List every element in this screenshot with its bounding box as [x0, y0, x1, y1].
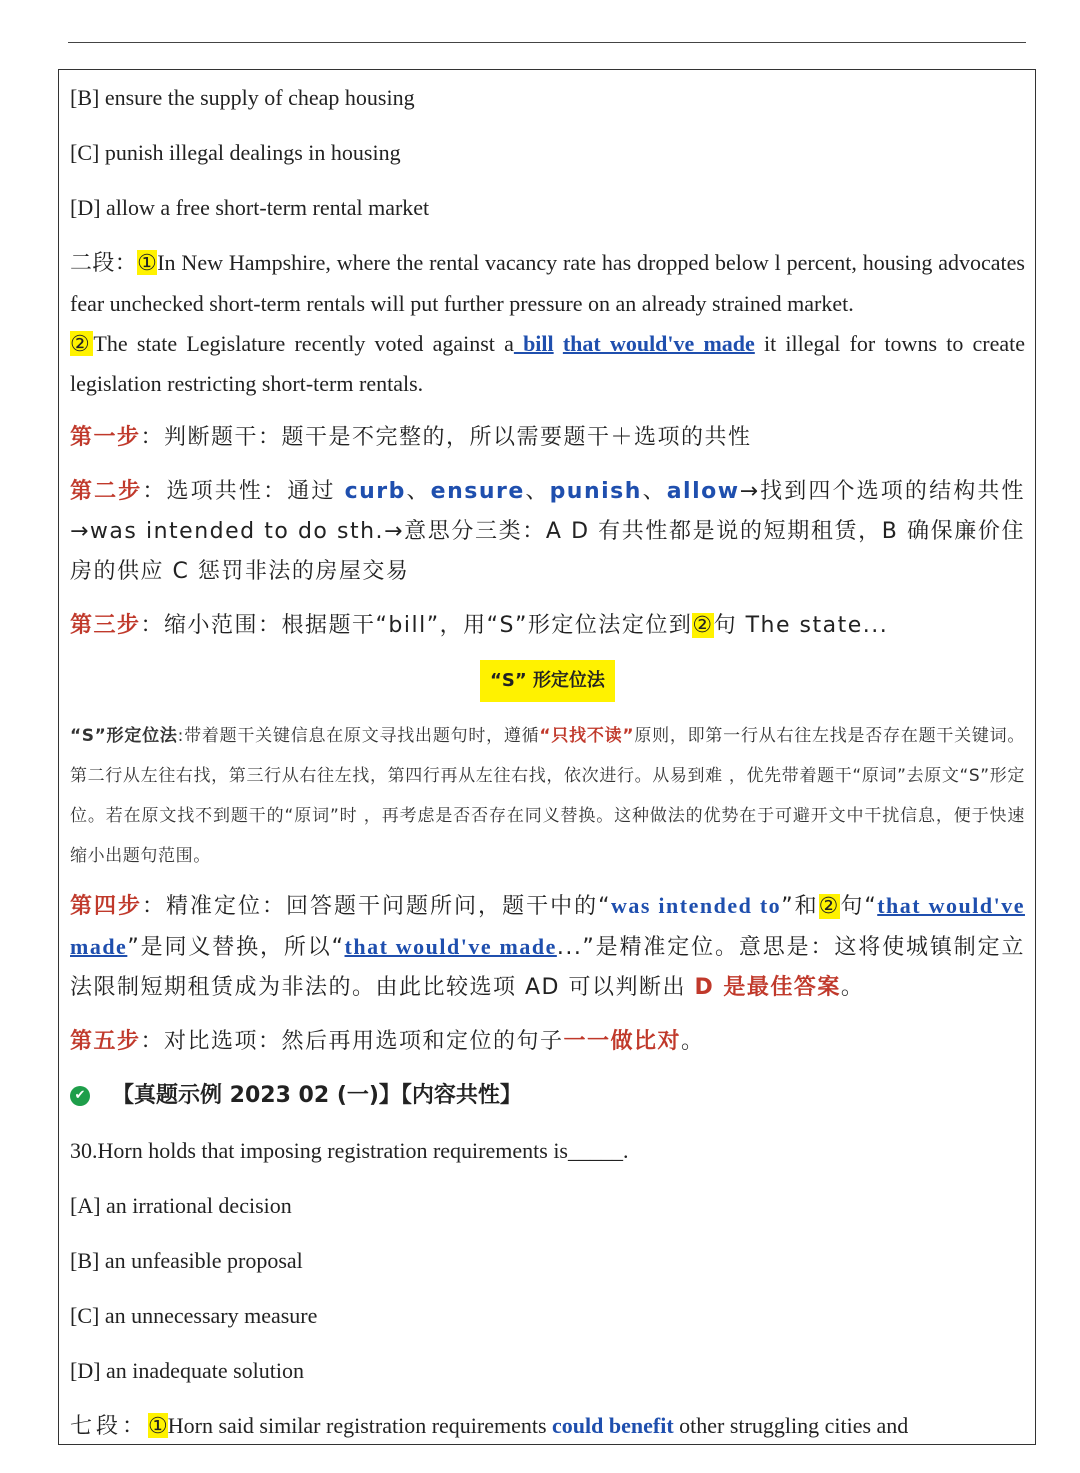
marker-2-step4: ② [818, 894, 841, 919]
method-lead: “S”形定位法 [70, 726, 178, 746]
method-rule: “只找不读” [539, 726, 635, 746]
question-30: 30.Horn holds that imposing registration requirements is_____. [70, 1138, 629, 1163]
marker-2: ② [70, 331, 94, 356]
marker-1-para7: ① [148, 1413, 168, 1438]
content-frame [58, 69, 1036, 1445]
keyword-that-would-have-made: that would've made [562, 331, 755, 356]
para2-label: 二段： [70, 251, 138, 276]
step-five-emphasis: 一一做比对 [563, 1029, 682, 1054]
marker-2-ref: ② [692, 613, 714, 638]
option-b-new: [B] an unfeasible proposal [70, 1248, 303, 1273]
keyword-could-benefit: could benefit [552, 1413, 674, 1438]
method-title-box [70, 660, 1025, 702]
example-header [70, 1076, 1025, 1116]
keyword-bill: bill [513, 331, 554, 356]
keyword-was-intended-to: was intended to [610, 893, 782, 918]
step-one: 第一步：判断题干：题干是不完整的，所以需要题干＋选项的共性 [70, 425, 752, 450]
answer-text: D 是最佳答案 [694, 975, 841, 1000]
step-four: 第四步：精准定位：回答题干问题所问，题干中的“was intended to”和②句“that would've made”是同义替换，所以“that would've made...”是精准定位。意思是：这将使城镇制定立法限制短期租赁成为非法的。由此比较选项 AD 可以判断出 D 是最佳答案。 [70, 893, 1026, 1000]
method-explanation: “S”形定位法:带着题干关键信息在原文寻找出题句时，遵循“只找不读”原则，即第一行从右往左找是否存在题干关键词。第二行从左往右找，第三行从右往左找，第四行再从左往右找，依次进行。从易到难 ，优先带着题干“原词”去原文“S”形定位。若在原文找不到题干的“原词”时 ，再考虑是否否存在同义替换。这种做法的优势在于可避开文中干扰信息，便于快速缩小出题句范围。 [70, 726, 1026, 866]
para2-sentence-2a: The state Legislature recently voted against a [93, 331, 514, 356]
option-d-prev: [D] allow a free short-term rental market [70, 195, 430, 220]
para2-sentence-1: In New Hampshire, where the rental vacancy rate has dropped below l percent, housing advocates fear unchecked short-term rentals will put further pressure on an already strained market. [70, 250, 1025, 316]
example-header-text: 【真题示例 2023 02 (一)】【内容共性】 [112, 1083, 522, 1108]
keyword-allow: allow [666, 479, 740, 504]
option-d-new: [D] an inadequate solution [70, 1358, 304, 1383]
step-two: 第二步：选项共性：通过 curb、ensure、punish、allow→找到四个选项的结构共性→was intended to do sth.→意思分三类：A D 有共性都是说的短期租赁，B 确保廉价住房的供应 C 惩罚非法的房屋交易 [70, 479, 1025, 584]
paragraph-seven: 七段：①Horn said similar registration requirements could benefit other struggling cities and [70, 1413, 909, 1439]
option-a-new: [A] an irrational decision [70, 1193, 292, 1218]
option-c-new: [C] an unnecessary measure [70, 1303, 318, 1328]
method-title: “S” 形定位法 [480, 660, 615, 702]
step-one-label: 第一步 [70, 425, 141, 450]
keyword-punish: punish [549, 479, 642, 504]
step-five: 第五步：对比选项：然后再用选项和定位的句子一一做比对。 [70, 1029, 705, 1054]
keyword-curb: curb [344, 479, 406, 504]
step-three-label: 第三步 [70, 613, 141, 638]
option-b-prev: [B] ensure the supply of cheap housing [70, 85, 415, 110]
option-c-prev: [C] punish illegal dealings in housing [70, 140, 401, 165]
keyword-twm-1: that would've made [70, 893, 1025, 959]
check-circle-icon: ✔ [70, 1086, 90, 1106]
step-two-label: 第二步 [70, 479, 143, 504]
step-four-label: 第四步 [70, 894, 143, 919]
para2-sentence-2b: it illegal for towns to create legislation restricting short-term rentals. [70, 331, 1026, 396]
keyword-ensure: ensure [430, 479, 525, 504]
step-five-label: 第五步 [70, 1029, 141, 1054]
keyword-twm-2: that would've made [344, 934, 557, 959]
marker-1: ① [137, 250, 158, 275]
paragraph-two [70, 243, 1025, 404]
top-rule [68, 42, 1026, 43]
step-three: 第三步：缩小范围：根据题干“bill”，用“S”形定位法定位到②句 The state... [70, 613, 889, 638]
para7-label: 七段： [70, 1414, 149, 1439]
